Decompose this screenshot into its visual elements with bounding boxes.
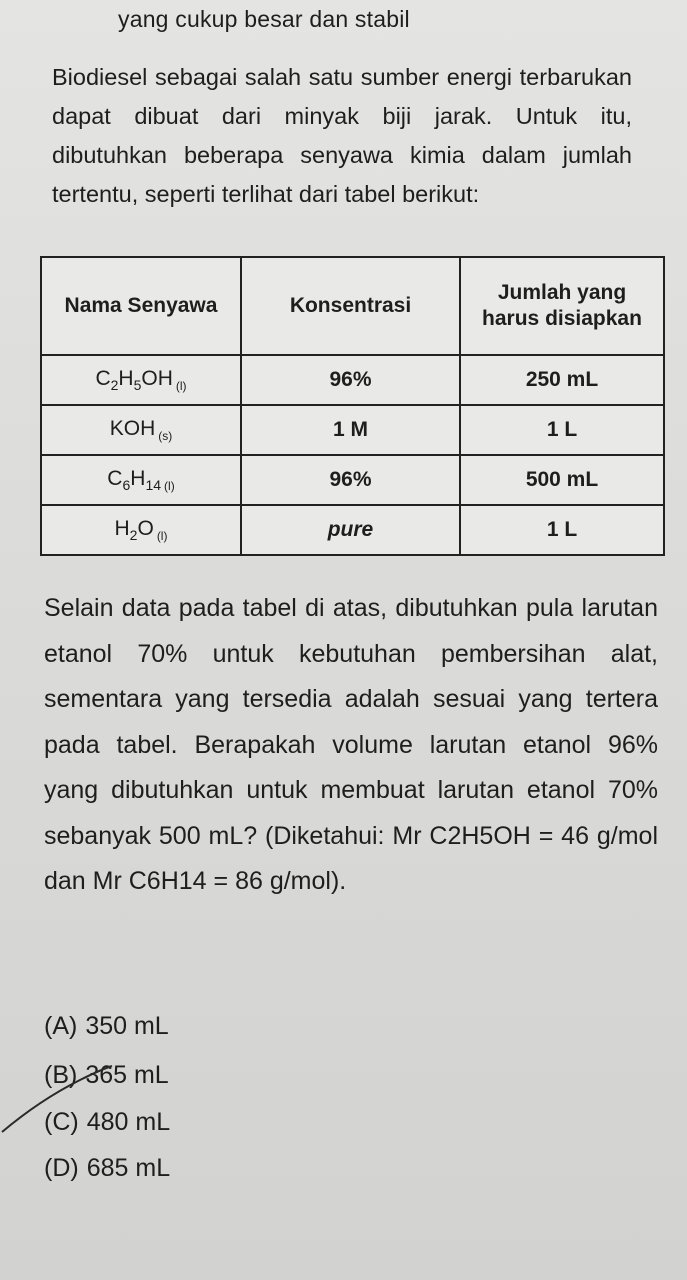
cell-formula bbox=[41, 355, 241, 405]
cell-amount: 250 mL bbox=[460, 355, 664, 405]
intro-paragraph: Biodiesel sebagai salah satu sumber energi terbarukan dapat dibuat dari minyak biji jarak. Untuk itu, dibutuhkan beberapa senyawa kimia dalam jumlah tertentu, seperti terlihat dari tabel berikut: bbox=[52, 64, 632, 207]
cell-concentration: pure bbox=[241, 505, 460, 555]
option-label: (A) bbox=[44, 1012, 78, 1040]
option-label: (B) bbox=[44, 1061, 78, 1089]
table-row bbox=[41, 405, 664, 455]
header-konsentrasi: Konsentrasi bbox=[241, 257, 460, 355]
formula-text: KOH $_{(s)}$ bbox=[109, 416, 173, 444]
option-label: (D) bbox=[44, 1154, 79, 1182]
cell-concentration: 1 M bbox=[241, 405, 460, 455]
table-header-row bbox=[41, 257, 664, 355]
table-row bbox=[41, 505, 664, 555]
option-d[interactable] bbox=[44, 1154, 170, 1183]
option-label: (C) bbox=[44, 1108, 79, 1136]
pen-mark-icon bbox=[0, 1040, 120, 1140]
option-value: 480 mL bbox=[86, 1108, 171, 1136]
formula-text: $C_6H_{14}$ $_{(l)}$ bbox=[107, 466, 175, 494]
option-a[interactable] bbox=[44, 1012, 169, 1041]
option-value: 685 mL bbox=[86, 1154, 171, 1182]
cell-concentration: 96% bbox=[241, 455, 460, 505]
question-paragraph: Selain data pada tabel di atas, dibutuhkan pula larutan etanol 70% untuk kebutuhan pembersihan alat, sementara yang tersedia adalah sesuai yang tertera pada tabel. Berapakah volume larutan etanol 96% yang dibutuhkan untuk membuat larutan etanol 70% sebanyak 500 mL? (Diketahui: Mr C2H5OH = 46 g/mol dan Mr C6H14 = 86 g/mol). bbox=[44, 594, 658, 895]
formula-text: $C_2H_5OH$ $_{(l)}$ bbox=[95, 366, 187, 394]
formula-text: $H_2O$ $_{(l)}$ bbox=[114, 516, 168, 544]
table-row bbox=[41, 355, 664, 405]
option-value: 365 mL bbox=[85, 1061, 169, 1089]
cell-concentration: 96% bbox=[241, 355, 460, 405]
cell-amount: 1 L bbox=[460, 405, 664, 455]
top-line-text: yang cukup besar dan stabil bbox=[118, 6, 410, 32]
cell-formula bbox=[41, 505, 241, 555]
cell-amount: 1 L bbox=[460, 505, 664, 555]
header-jumlah: Jumlah yang harus disiapkan bbox=[460, 257, 664, 355]
cell-amount: 500 mL bbox=[460, 455, 664, 505]
header-nama-senyawa: Nama Senyawa bbox=[41, 257, 241, 355]
option-value: 350 mL bbox=[85, 1012, 169, 1040]
table-row bbox=[41, 455, 664, 505]
cell-formula bbox=[41, 455, 241, 505]
cell-formula bbox=[41, 405, 241, 455]
compound-table bbox=[40, 256, 665, 556]
